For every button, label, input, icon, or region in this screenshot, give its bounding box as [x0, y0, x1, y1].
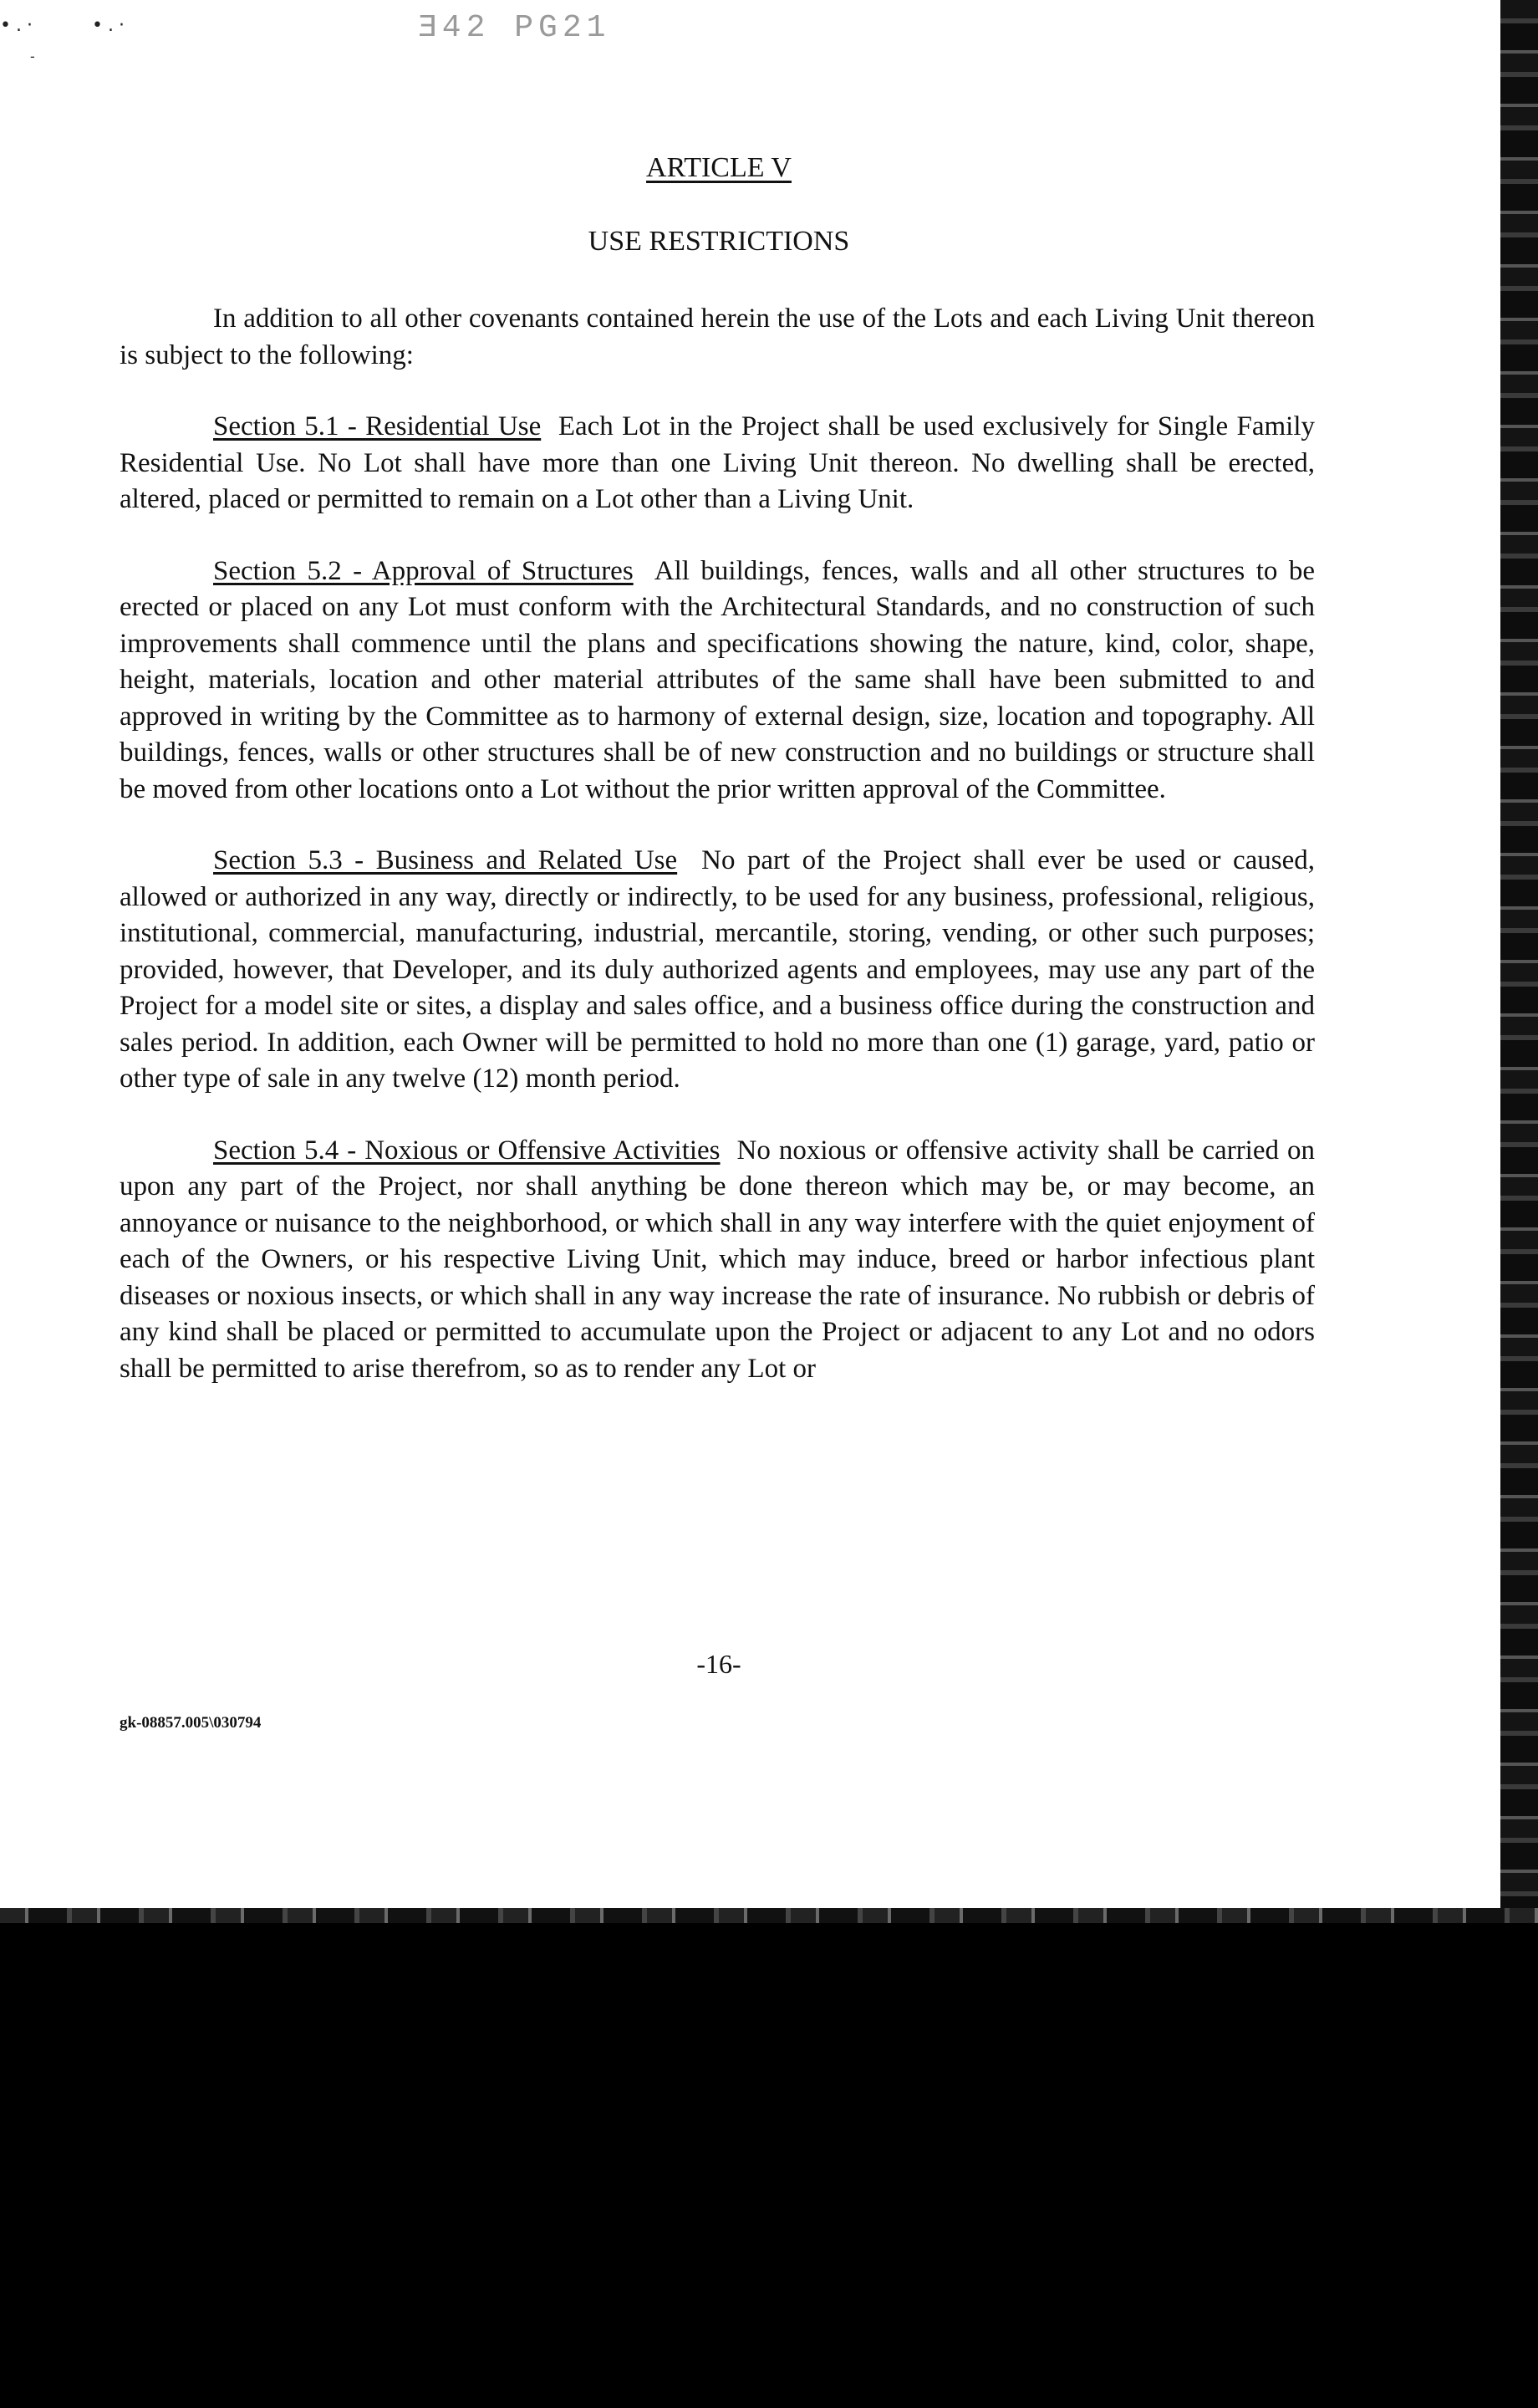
intro-paragraph	[120, 301, 1315, 374]
section-text: All buildings, fences, walls and all other structures to be erected or placed on any Lot must conform with the Architectural Standards, and no construction of such improvements shall commence until the plans and specifications showing the nature, kind, color, shape, height, materials, location and other material attributes of the same shall have been submitted to and approved in writing by the Committee as to harmony of external design, size, location and topography. All buildings, fences, walls or other structures shall be of new construction and no buildings or structure shall be moved from other locations onto a Lot without the prior written approval of the Committee.	[120, 555, 1315, 804]
section-5-4	[120, 1133, 1315, 1388]
intro-text: In addition to all other covenants contained herein the use of the Lots and each Living Unit thereon is subject to the following:	[120, 304, 1315, 370]
section-text: Each Lot in the Project shall be used exclusively for Single Family Residential Use. No Lot shall have more than one Living Unit thereon. No dwelling shall be erected, altered, placed or permitted to remain on a Lot other than a Living Unit.	[120, 411, 1315, 514]
section-title: Section 5.2 - Approval of Structures	[213, 555, 634, 586]
section-5-3	[120, 843, 1315, 1098]
article-subtitle: USE RESTRICTIONS	[588, 226, 850, 257]
scan-specks: •.· •.· -	[0, 15, 130, 64]
document-body	[120, 301, 1315, 1422]
section-text: No noxious or offensive activity shall be carried on upon any part of the Project, nor shall anything be done thereon which may be, or may become, an annoyance or nuisance to the neighborhood, or which shall in any way interfere with the quiet enjoyment of each of the Owners, or his respective Living Unit, which may induce, breed or harbor infectious plant diseases or noxious insects, or which shall in any way increase the rate of insurance. No rubbish or debris of any kind shall be placed or permitted to accumulate upon the Project or adjacent to any Lot and no odors shall be permitted to arise therefrom, so as to render any Lot or	[120, 1135, 1315, 1384]
section-title: Section 5.4 - Noxious or Offensive Activities	[213, 1135, 721, 1166]
document-id: gk-08857.005\030794	[120, 1714, 262, 1732]
section-title: Section 5.3 - Business and Related Use	[213, 845, 678, 875]
section-5-1	[120, 409, 1315, 518]
scan-edge-right	[1500, 0, 1538, 1915]
section-5-2	[120, 554, 1315, 809]
section-title: Section 5.1 - Residential Use	[213, 411, 542, 441]
section-text: No part of the Project shall ever be used or caused, allowed or authorized in any way, directly or indirectly, to be used for any business, professional, religious, institutional, commercial, manufacturing, industrial, mercantile, storing, vending, or other such purposes; provided, however, that Developer, and its duly authorized agents and employees, may use any part of the Project for a model site or sites, a display and sales office, and a business office during the construction and sales period. In addition, each Owner will be permitted to hold no more than one (1) garage, yard, patio or other type of sale in any twelve (12) month period.	[120, 845, 1315, 1094]
page-number: -16-	[696, 1649, 741, 1679]
recording-stamp: Ǝ42 PG21	[418, 10, 611, 46]
scan-edge-bottom	[0, 1908, 1538, 1923]
article-heading: ARTICLE V	[646, 152, 792, 183]
